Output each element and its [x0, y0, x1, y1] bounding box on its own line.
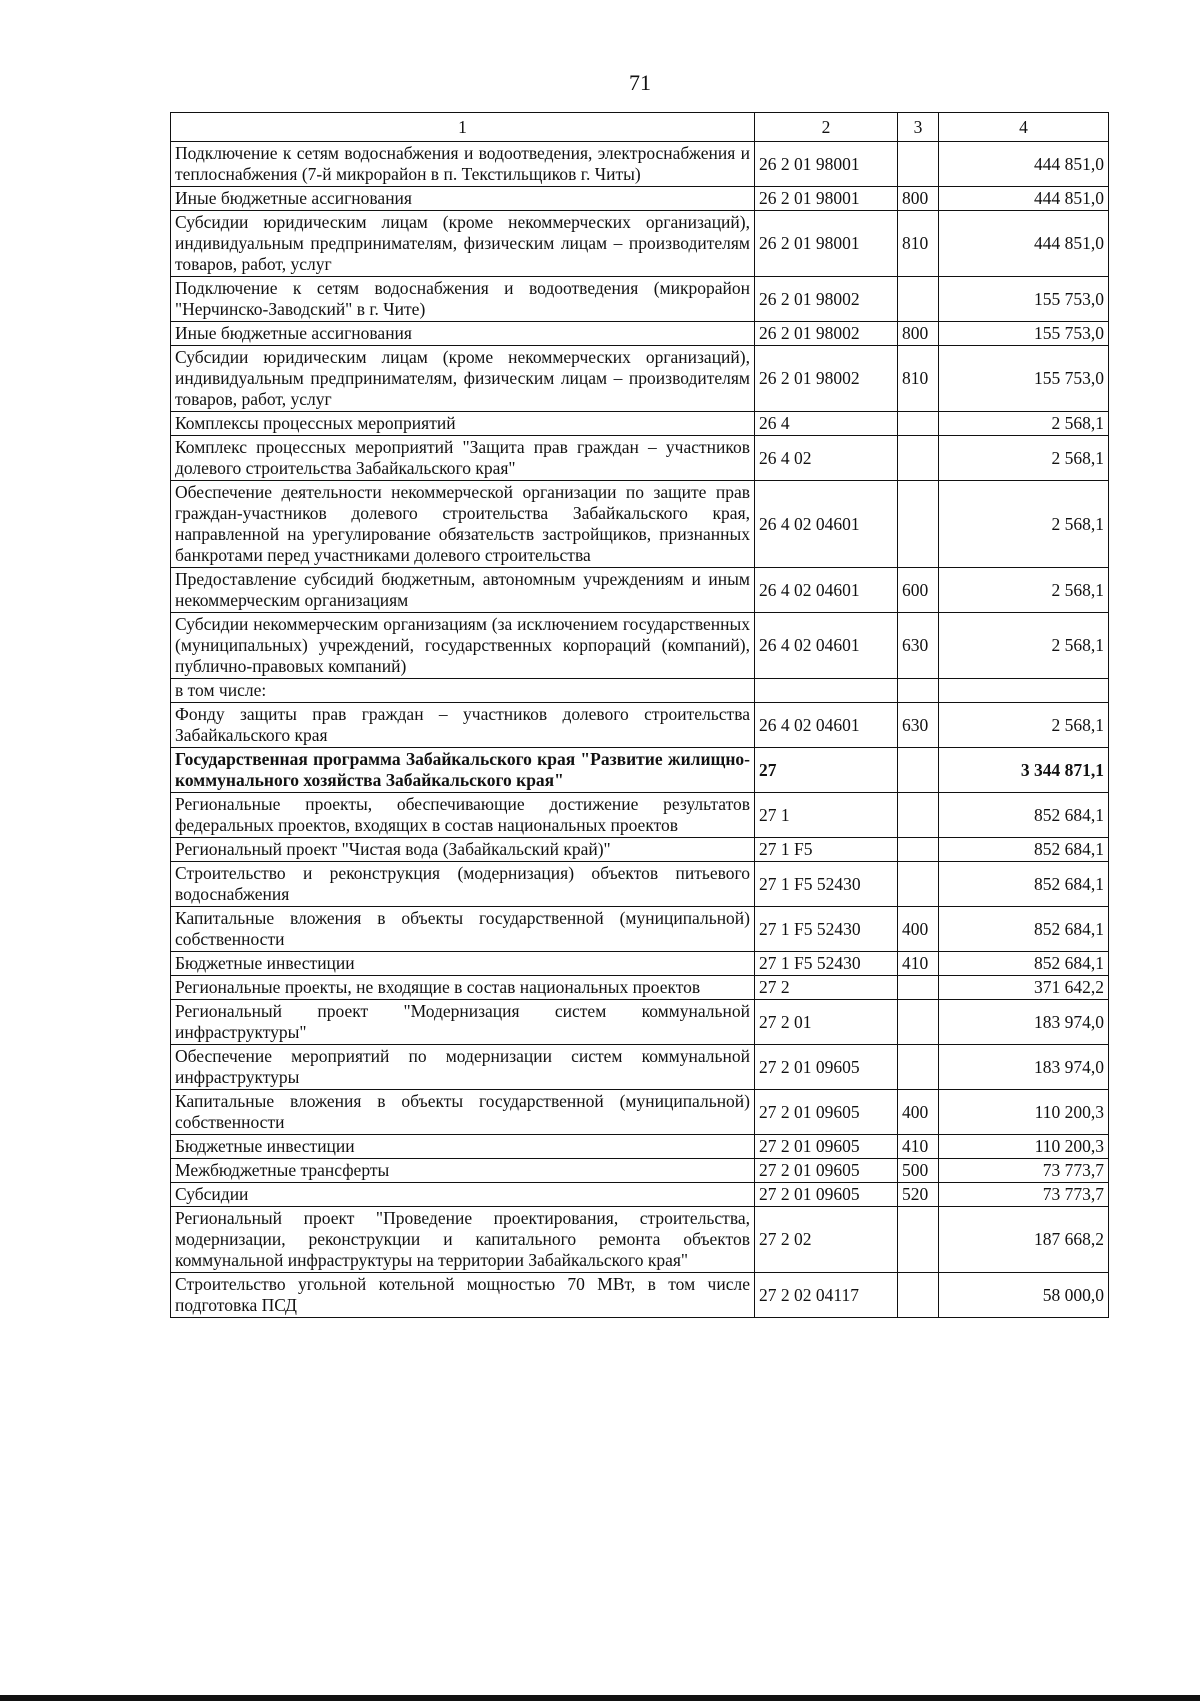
- row-name: Региональные проекты, обеспечивающие достижение результатов федеральных проектов, входящих в состав национальных проектов: [171, 793, 755, 838]
- row-type: [898, 481, 939, 568]
- row-type: [898, 1207, 939, 1273]
- row-amount: 73 773,7: [939, 1159, 1109, 1183]
- row-name: Региональный проект "Модернизация систем коммунальной инфраструктуры": [171, 1000, 755, 1045]
- row-name: Субсидии юридическим лицам (кроме некоммерческих организаций), индивидуальным предпринимателям, физическим лицам – производителям товаров, работ, услуг: [171, 346, 755, 412]
- row-type: 800: [898, 322, 939, 346]
- table-row: [171, 1090, 1109, 1135]
- row-amount: 2 568,1: [939, 568, 1109, 613]
- row-amount: 852 684,1: [939, 793, 1109, 838]
- row-amount: 2 568,1: [939, 703, 1109, 748]
- row-code: 27 2 01: [755, 1000, 898, 1045]
- row-code: 27 1 F5 52430: [755, 862, 898, 907]
- row-type: 410: [898, 952, 939, 976]
- budget-table: [170, 112, 1109, 1318]
- row-type: 810: [898, 346, 939, 412]
- row-type: [898, 793, 939, 838]
- row-code: 27 1 F5 52430: [755, 952, 898, 976]
- row-type: 800: [898, 187, 939, 211]
- table-row: [171, 322, 1109, 346]
- row-code: 26 4 02: [755, 436, 898, 481]
- table-row: [171, 187, 1109, 211]
- row-name: Подключение к сетям водоснабжения и водоотведения (микрорайон "Нерчинско-Заводский" в г. Чите): [171, 277, 755, 322]
- table-row: [171, 793, 1109, 838]
- table-row: [171, 862, 1109, 907]
- table-row: [171, 703, 1109, 748]
- row-name: Иные бюджетные ассигнования: [171, 322, 755, 346]
- table-row: [171, 907, 1109, 952]
- row-amount: 2 568,1: [939, 436, 1109, 481]
- row-type: [898, 679, 939, 703]
- row-name: Предоставление субсидий бюджетным, автономным учреждениям и иным некоммерческим организациям: [171, 568, 755, 613]
- row-name: Капитальные вложения в объекты государственной (муниципальной) собственности: [171, 1090, 755, 1135]
- row-name: Бюджетные инвестиции: [171, 1135, 755, 1159]
- row-type: [898, 976, 939, 1000]
- row-type: [898, 142, 939, 187]
- row-amount: 2 568,1: [939, 481, 1109, 568]
- row-amount: 110 200,3: [939, 1135, 1109, 1159]
- row-type: 630: [898, 703, 939, 748]
- row-code: 26 2 01 98001: [755, 211, 898, 277]
- table-row: [171, 277, 1109, 322]
- row-type: 600: [898, 568, 939, 613]
- row-amount: 155 753,0: [939, 277, 1109, 322]
- row-name: Государственная программа Забайкальского края "Развитие жилищно-коммунального хозяйства Забайкальского края": [171, 748, 755, 793]
- row-code: 27: [755, 748, 898, 793]
- row-code: 27 1 F5: [755, 838, 898, 862]
- row-amount: 2 568,1: [939, 412, 1109, 436]
- row-name: Субсидии: [171, 1183, 755, 1207]
- row-code: 27 2: [755, 976, 898, 1000]
- header-col-1: 1: [171, 113, 755, 142]
- row-code: 26 2 01 98001: [755, 142, 898, 187]
- row-amount: 183 974,0: [939, 1000, 1109, 1045]
- row-type: 520: [898, 1183, 939, 1207]
- row-type: [898, 412, 939, 436]
- row-code: 26 4: [755, 412, 898, 436]
- row-type: [898, 1045, 939, 1090]
- row-code: 26 4 02 04601: [755, 568, 898, 613]
- row-type: 400: [898, 907, 939, 952]
- table-body: [171, 142, 1109, 1318]
- table-row: [171, 679, 1109, 703]
- row-amount: 371 642,2: [939, 976, 1109, 1000]
- row-type: [898, 838, 939, 862]
- row-amount: 444 851,0: [939, 187, 1109, 211]
- row-type: [898, 1000, 939, 1045]
- header-col-2: 2: [755, 113, 898, 142]
- header-col-4: 4: [939, 113, 1109, 142]
- table-row: [171, 436, 1109, 481]
- row-name: Региональный проект "Чистая вода (Забайкальский край)": [171, 838, 755, 862]
- row-name: Комплекс процессных мероприятий "Защита прав граждан – участников долевого строительства Забайкальского края": [171, 436, 755, 481]
- row-name: Субсидии некоммерческим организациям (за исключением государственных (муниципальных) учреждений, государственных корпораций (компаний), публично-правовых компаний): [171, 613, 755, 679]
- row-type: 410: [898, 1135, 939, 1159]
- row-code: 27 2 01 09605: [755, 1135, 898, 1159]
- row-code: 27 2 02: [755, 1207, 898, 1273]
- row-name: Межбюджетные трансферты: [171, 1159, 755, 1183]
- row-name: Иные бюджетные ассигнования: [171, 187, 755, 211]
- row-amount: 852 684,1: [939, 952, 1109, 976]
- row-amount: 852 684,1: [939, 862, 1109, 907]
- row-amount: 852 684,1: [939, 907, 1109, 952]
- row-type: 500: [898, 1159, 939, 1183]
- row-type: [898, 1273, 939, 1318]
- row-amount: 110 200,3: [939, 1090, 1109, 1135]
- row-amount: 444 851,0: [939, 211, 1109, 277]
- row-code: 27 2 01 09605: [755, 1183, 898, 1207]
- row-name: Региональные проекты, не входящие в состав национальных проектов: [171, 976, 755, 1000]
- page-number: 71: [629, 70, 651, 95]
- row-name: Капитальные вложения в объекты государственной (муниципальной) собственности: [171, 907, 755, 952]
- table-row: [171, 748, 1109, 793]
- row-code: 27 2 01 09605: [755, 1045, 898, 1090]
- table-row: [171, 142, 1109, 187]
- table-row: [171, 976, 1109, 1000]
- header-row: [171, 113, 1109, 142]
- row-amount: 73 773,7: [939, 1183, 1109, 1207]
- row-amount: 2 568,1: [939, 613, 1109, 679]
- row-code: 27 1: [755, 793, 898, 838]
- row-code: 27 2 02 04117: [755, 1273, 898, 1318]
- row-amount: 183 974,0: [939, 1045, 1109, 1090]
- row-name: Обеспечение мероприятий по модернизации систем коммунальной инфраструктуры: [171, 1045, 755, 1090]
- table-row: [171, 613, 1109, 679]
- row-name: Фонду защиты прав граждан – участников долевого строительства Забайкальского края: [171, 703, 755, 748]
- table-row: [171, 952, 1109, 976]
- row-name: Строительство и реконструкция (модернизация) объектов питьевого водоснабжения: [171, 862, 755, 907]
- row-name: в том числе:: [171, 679, 755, 703]
- row-code: 26 2 01 98002: [755, 277, 898, 322]
- row-type: [898, 277, 939, 322]
- row-code: 27 2 01 09605: [755, 1090, 898, 1135]
- table-row: [171, 1183, 1109, 1207]
- table-row: [171, 1000, 1109, 1045]
- table-row: [171, 1207, 1109, 1273]
- table-row: [171, 1159, 1109, 1183]
- row-code: 27 1 F5 52430: [755, 907, 898, 952]
- row-type: [898, 748, 939, 793]
- table-row: [171, 1135, 1109, 1159]
- row-code: 26 4 02 04601: [755, 613, 898, 679]
- table-row: [171, 412, 1109, 436]
- table-row: [171, 838, 1109, 862]
- row-name: Субсидии юридическим лицам (кроме некоммерческих организаций), индивидуальным предпринимателям, физическим лицам – производителям товаров, работ, услуг: [171, 211, 755, 277]
- row-amount: 155 753,0: [939, 322, 1109, 346]
- row-code: 26 2 01 98002: [755, 322, 898, 346]
- row-code: 26 2 01 98002: [755, 346, 898, 412]
- table-row: [171, 211, 1109, 277]
- row-code: [755, 679, 898, 703]
- row-code: 26 2 01 98001: [755, 187, 898, 211]
- row-name: Бюджетные инвестиции: [171, 952, 755, 976]
- row-name: Региональный проект "Проведение проектирования, строительства, модернизации, реконструкции и капитального ремонта объектов коммунальной инфраструктуры на территории Забайкальского края": [171, 1207, 755, 1273]
- table-row: [171, 1273, 1109, 1318]
- row-type: 630: [898, 613, 939, 679]
- row-amount: [939, 679, 1109, 703]
- row-amount: 187 668,2: [939, 1207, 1109, 1273]
- bottom-rule: [0, 1695, 1200, 1701]
- row-name: Подключение к сетям водоснабжения и водоотведения, электроснабжения и теплоснабжения (7-й микрорайон в п. Текстильщиков г. Читы): [171, 142, 755, 187]
- row-name: Обеспечение деятельности некоммерческой организации по защите прав граждан-участников долевого строительства Забайкальского края, направленной на урегулирование обязательств застройщиков, признанных банкротами перед участниками долевого строительства: [171, 481, 755, 568]
- row-code: 26 4 02 04601: [755, 703, 898, 748]
- row-name: Комплексы процессных мероприятий: [171, 412, 755, 436]
- row-code: 27 2 01 09605: [755, 1159, 898, 1183]
- row-type: [898, 436, 939, 481]
- table-row: [171, 346, 1109, 412]
- table-row: [171, 1045, 1109, 1090]
- row-amount: 852 684,1: [939, 838, 1109, 862]
- table-row: [171, 568, 1109, 613]
- row-amount: 58 000,0: [939, 1273, 1109, 1318]
- header-col-3: 3: [898, 113, 939, 142]
- row-type: [898, 862, 939, 907]
- row-type: 400: [898, 1090, 939, 1135]
- row-amount: 155 753,0: [939, 346, 1109, 412]
- row-code: 26 4 02 04601: [755, 481, 898, 568]
- row-type: 810: [898, 211, 939, 277]
- row-amount: 444 851,0: [939, 142, 1109, 187]
- row-amount: 3 344 871,1: [939, 748, 1109, 793]
- row-name: Строительство угольной котельной мощностью 70 МВт, в том числе подготовка ПСД: [171, 1273, 755, 1318]
- table-row: [171, 481, 1109, 568]
